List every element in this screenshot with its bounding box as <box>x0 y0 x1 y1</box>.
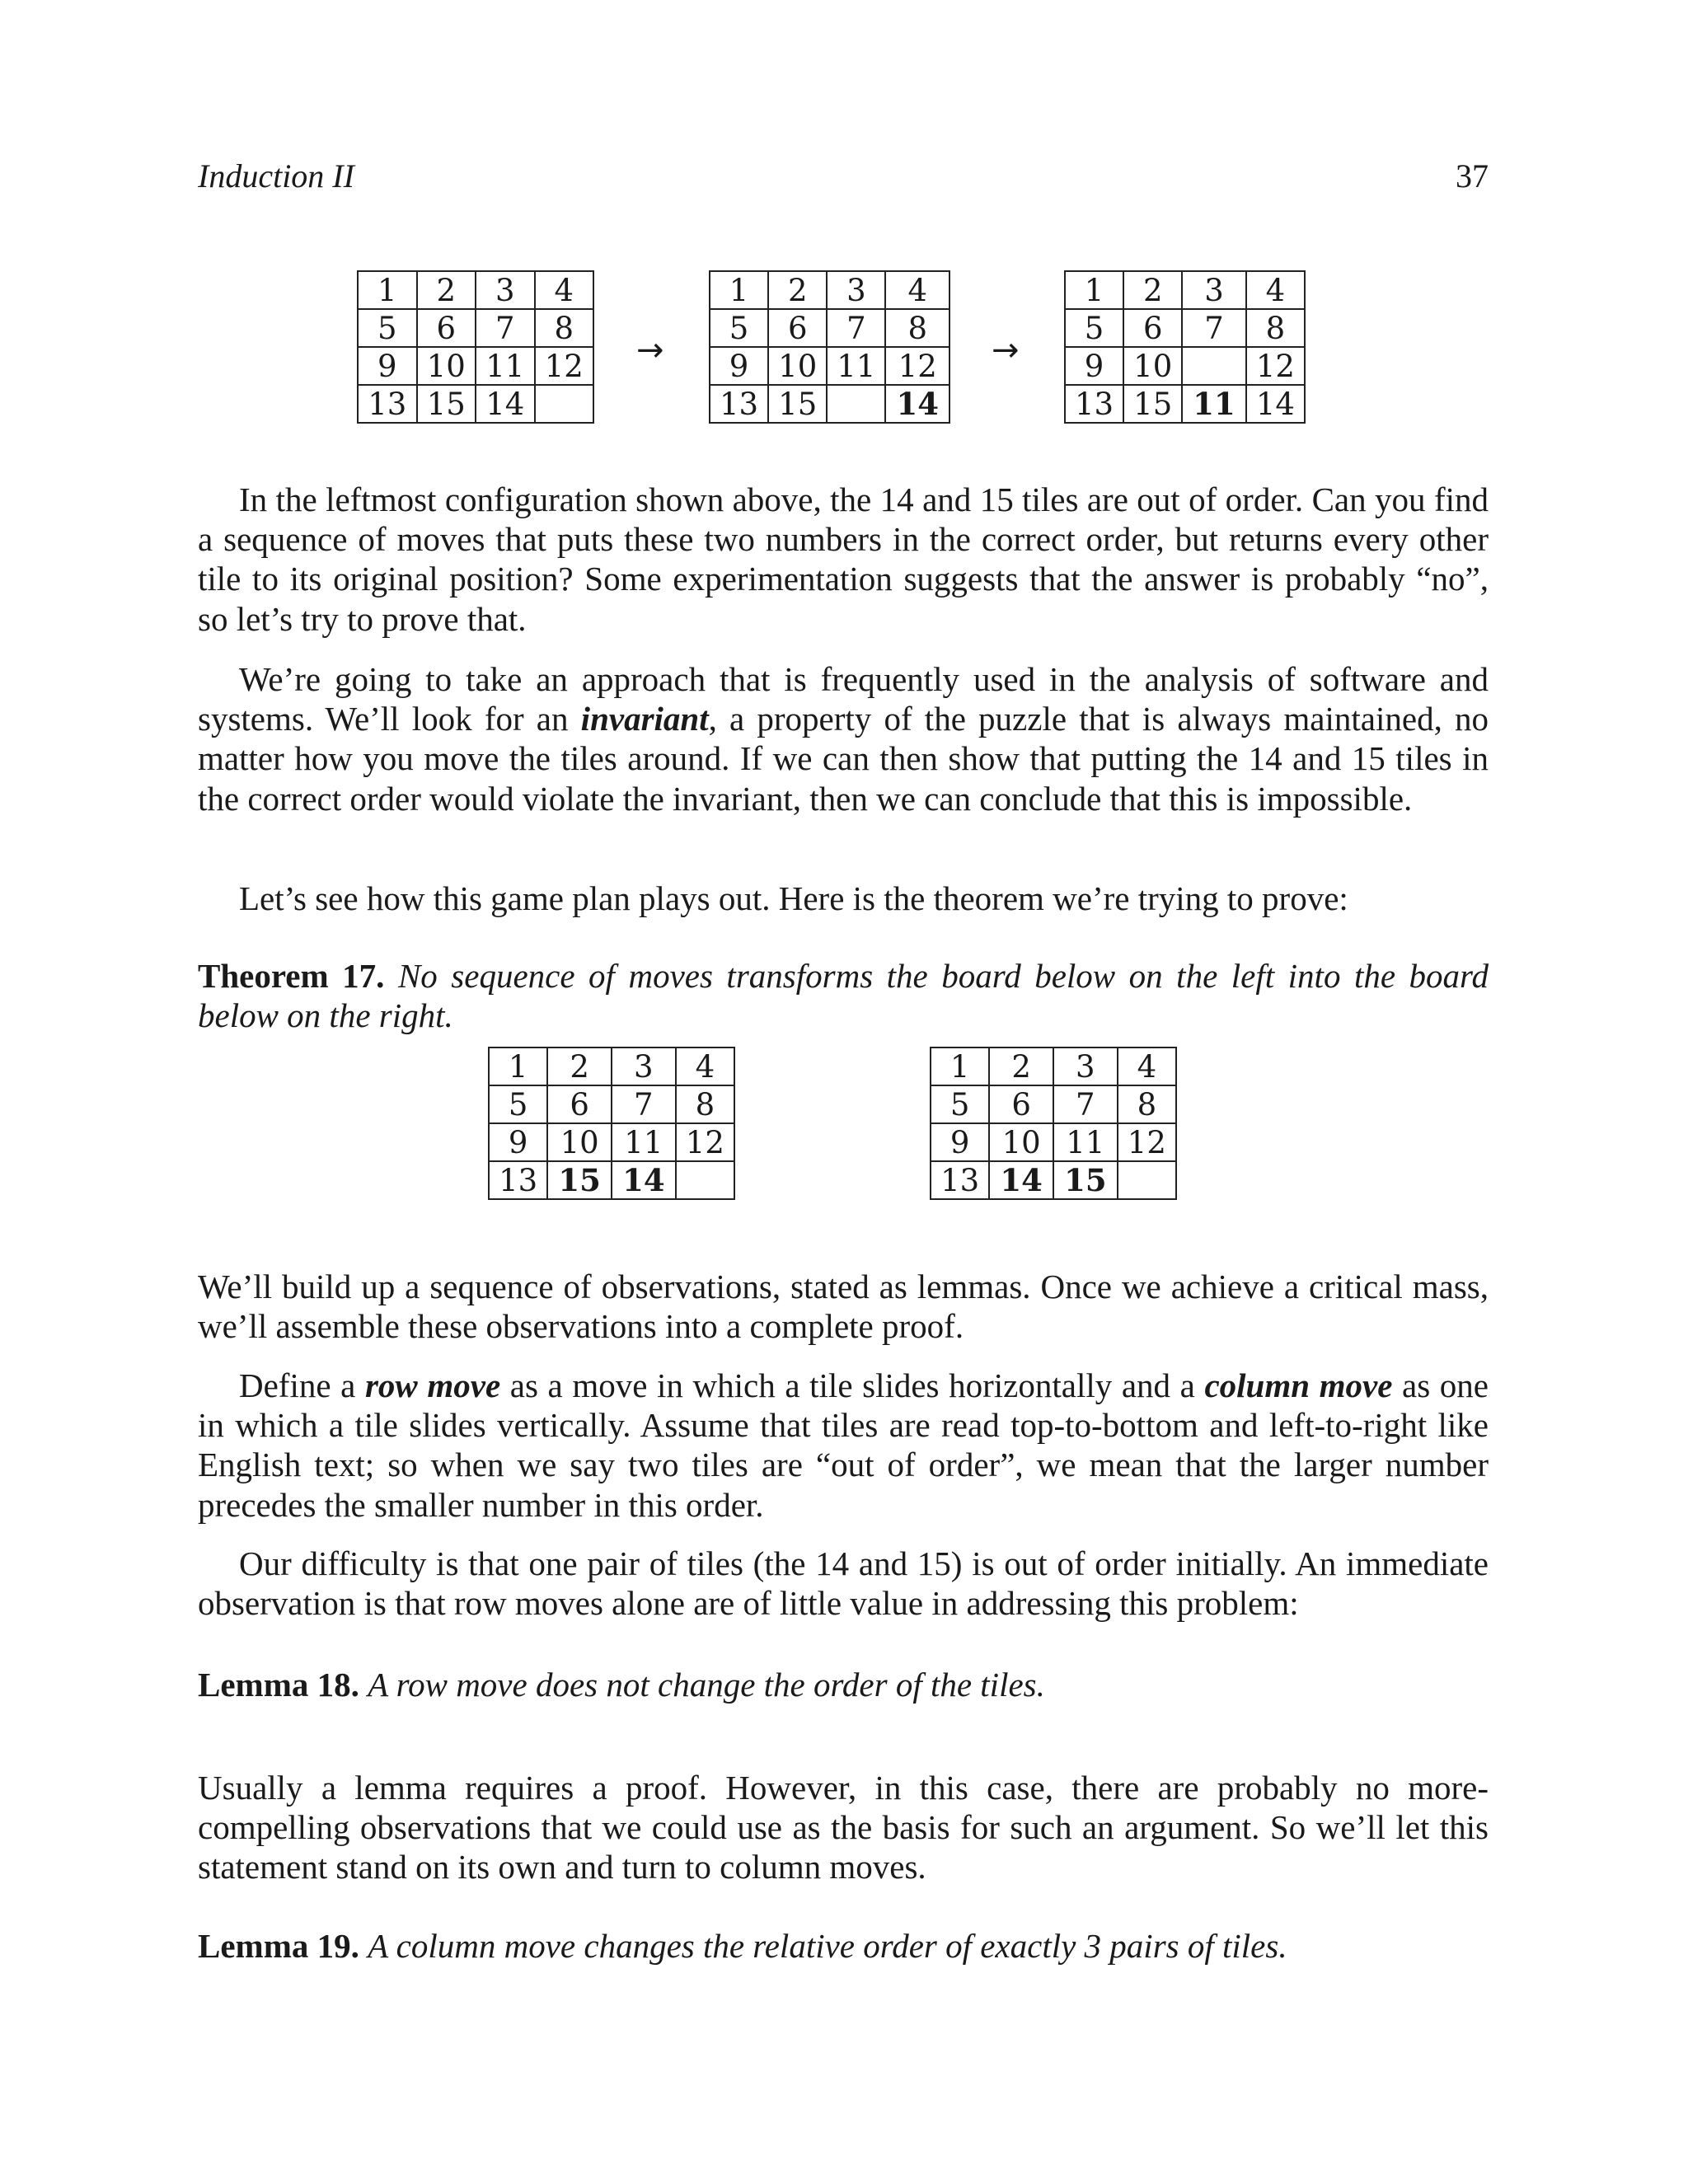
tile: 7 <box>612 1085 676 1123</box>
tile: 6 <box>417 309 476 347</box>
tile: 4 <box>1118 1047 1176 1085</box>
tile: 15 <box>547 1161 612 1199</box>
tile: 8 <box>535 309 594 347</box>
tile: 1 <box>1065 271 1123 309</box>
tile: 10 <box>989 1123 1053 1161</box>
lemma-text: A column move changes the relative order of exactly 3 pairs of tiles. <box>368 1927 1287 1965</box>
board-row <box>489 1161 734 1199</box>
board-row <box>489 1085 734 1123</box>
tile: 13 <box>710 385 768 423</box>
tile: 8 <box>676 1085 734 1123</box>
puzzle-board-middle <box>709 270 950 424</box>
tile: 2 <box>547 1047 612 1085</box>
tile: 15 <box>768 385 827 423</box>
paragraph-text: as one in which a tile slides vertically. Assume that tiles are read top-to-bottom and left-to-right like English text; so when we say two tiles are “out of order”, we mean that the larger number precedes the smaller number in this order. <box>198 1366 1489 1524</box>
puzzle-board-start <box>357 270 594 424</box>
tile: 8 <box>885 309 950 347</box>
tile: 13 <box>489 1161 547 1199</box>
tile: 9 <box>1065 347 1123 385</box>
tile: 10 <box>547 1123 612 1161</box>
tile: 3 <box>827 271 885 309</box>
board-row <box>931 1161 1176 1199</box>
tile: 12 <box>676 1123 734 1161</box>
defined-term: row move <box>364 1366 501 1404</box>
tile: 1 <box>489 1047 547 1085</box>
empty-tile <box>535 385 594 423</box>
board-row <box>931 1085 1176 1123</box>
tile: 7 <box>1182 309 1246 347</box>
tile: 9 <box>931 1123 989 1161</box>
tile: 3 <box>1053 1047 1118 1085</box>
paragraph: Let’s see how this game plan plays out. Here is the theorem we’re trying to prove: <box>239 879 1348 917</box>
tile: 4 <box>1246 271 1305 309</box>
running-title: Induction II <box>198 157 354 194</box>
board-row <box>710 309 950 347</box>
tile: 2 <box>1123 271 1182 309</box>
tile: 4 <box>535 271 594 309</box>
tile: 9 <box>489 1123 547 1161</box>
paragraph <box>198 659 1489 818</box>
tile: 3 <box>476 271 535 309</box>
tile: 12 <box>535 347 594 385</box>
board-row <box>489 1047 734 1085</box>
lemma-label: Lemma 19. <box>198 1927 359 1965</box>
empty-tile <box>1182 347 1246 385</box>
board-row <box>1065 385 1305 423</box>
lemma-text: A row move does not change the order of the tiles. <box>368 1666 1045 1704</box>
tile: 6 <box>768 309 827 347</box>
paragraph: Usually a lemma requires a proof. However, in this case, there are probably no more-compelling observations that we could use as the basis for such an argument. So we’ll let this statement stand on its own and turn to column moves. <box>198 1769 1489 1886</box>
tile: 6 <box>547 1085 612 1123</box>
tile: 1 <box>931 1047 989 1085</box>
tile: 1 <box>710 271 768 309</box>
tile: 12 <box>1246 347 1305 385</box>
tile: 8 <box>1246 309 1305 347</box>
tile: 6 <box>989 1085 1053 1123</box>
tile: 15 <box>417 385 476 423</box>
board-row <box>358 309 593 347</box>
theorem-statement <box>198 956 1489 1035</box>
board-row <box>358 347 593 385</box>
tile: 10 <box>768 347 827 385</box>
tile: 10 <box>417 347 476 385</box>
tile: 5 <box>1065 309 1123 347</box>
board-row <box>710 385 950 423</box>
puzzle-board-end <box>1064 270 1306 424</box>
tile: 2 <box>417 271 476 309</box>
paragraph-text: as a move in which a tile slides horizontally and a <box>500 1366 1205 1404</box>
tile: 15 <box>1123 385 1182 423</box>
tile: 9 <box>710 347 768 385</box>
board-row <box>710 347 950 385</box>
board-row <box>489 1123 734 1161</box>
paragraph-text: Define a <box>239 1366 365 1404</box>
paragraph: We’ll build up a sequence of observations, stated as lemmas. Once we achieve a critical mass, we’ll assemble these observations into a complete proof. <box>198 1268 1489 1346</box>
tile: 1 <box>358 271 417 309</box>
tile: 15 <box>1053 1161 1118 1199</box>
tile: 5 <box>358 309 417 347</box>
tile: 14 <box>989 1161 1053 1199</box>
board-row <box>710 271 950 309</box>
tile: 14 <box>476 385 535 423</box>
tile: 5 <box>931 1085 989 1123</box>
lemma-19 <box>198 1926 1489 1966</box>
tile: 11 <box>1053 1123 1118 1161</box>
tile: 11 <box>476 347 535 385</box>
theorem-text: No sequence of moves transforms the board below on the left into the board below on the right. <box>198 957 1489 1035</box>
tile: 2 <box>768 271 827 309</box>
empty-tile <box>676 1161 734 1199</box>
theorem-label: Theorem 17. <box>198 957 385 995</box>
lemma-label: Lemma 18. <box>198 1666 359 1704</box>
paragraph: Our difficulty is that one pair of tiles (the 14 and 15) is out of order initially. An immediate observation is that row moves alone are of little value in addressing this problem: <box>198 1544 1489 1623</box>
tile: 7 <box>476 309 535 347</box>
tile: 13 <box>358 385 417 423</box>
paragraph-text: , a property of the puzzle that is always maintained, no matter how you move the tiles around. If we can then show that putting the 14 and 15 tiles in the correct order would violate the invariant, then we can conclude that this is impossible. <box>198 700 1489 818</box>
board-row <box>1065 271 1305 309</box>
defined-term: invariant <box>580 700 709 738</box>
board-row <box>931 1047 1176 1085</box>
board-row <box>358 271 593 309</box>
lemma-18 <box>198 1665 1489 1704</box>
theorem-board-right <box>930 1047 1177 1200</box>
arrow-right-icon: → <box>636 331 664 369</box>
empty-tile <box>1118 1161 1176 1199</box>
tile: 11 <box>1182 385 1246 423</box>
tile: 13 <box>931 1161 989 1199</box>
tile: 14 <box>885 385 950 423</box>
tile: 7 <box>827 309 885 347</box>
tile: 12 <box>885 347 950 385</box>
board-row <box>1065 309 1305 347</box>
tile: 10 <box>1123 347 1182 385</box>
board-row <box>931 1123 1176 1161</box>
tile: 2 <box>989 1047 1053 1085</box>
board-row <box>1065 347 1305 385</box>
tile: 11 <box>827 347 885 385</box>
tile: 3 <box>1182 271 1246 309</box>
tile: 12 <box>1118 1123 1176 1161</box>
paragraph: In the leftmost configuration shown above, the 14 and 15 tiles are out of order. Can you find a sequence of moves that puts these two numbers in the correct order, but returns every other tile to its original position? Some experimentation suggests that the answer is probably “no”, so let’s try to prove that. <box>198 480 1489 638</box>
tile: 5 <box>489 1085 547 1123</box>
board-row <box>358 385 593 423</box>
tile: 6 <box>1123 309 1182 347</box>
tile: 14 <box>612 1161 676 1199</box>
page-number: 37 <box>1456 157 1489 194</box>
tile: 5 <box>710 309 768 347</box>
paragraph <box>198 1366 1489 1525</box>
arrow-right-icon: → <box>992 331 1020 369</box>
tile: 4 <box>885 271 950 309</box>
tile: 11 <box>612 1123 676 1161</box>
tile: 13 <box>1065 385 1123 423</box>
tile: 3 <box>612 1047 676 1085</box>
tile: 7 <box>1053 1085 1118 1123</box>
tile: 8 <box>1118 1085 1176 1123</box>
defined-term: column move <box>1204 1366 1393 1404</box>
tile: 4 <box>676 1047 734 1085</box>
paragraph-text: We’re going to take an approach that is frequently used in the analysis of software and systems. We’ll look for an <box>198 660 1489 738</box>
empty-tile <box>827 385 885 423</box>
tile: 9 <box>358 347 417 385</box>
tile: 14 <box>1246 385 1305 423</box>
theorem-board-left <box>488 1047 735 1200</box>
